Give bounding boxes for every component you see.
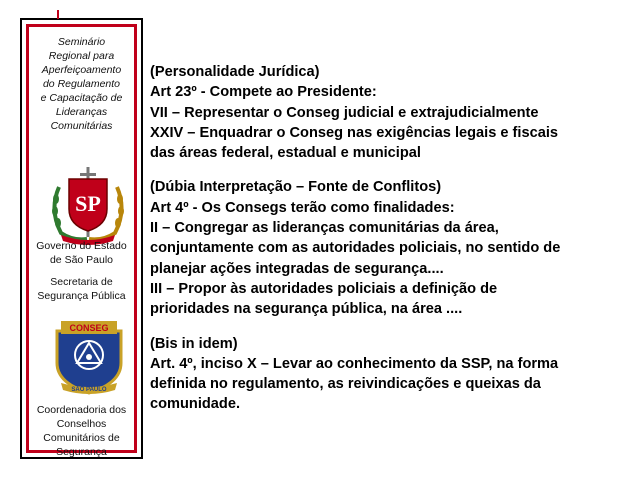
section-bis-in-idem [150, 334, 620, 415]
seminar-title [29, 35, 134, 133]
section-heading: (Personalidade Jurídica) [150, 64, 320, 80]
text-line: Art. 4º, inciso X – Levar ao conhecimento da SSP, na forma [150, 355, 559, 372]
conseg-ribbon-text: SÃO PAULO [71, 387, 107, 393]
text-line: III – Propor às autoridades policiais a definição de [150, 280, 498, 297]
text-line: Art 4º - Os Consegs terão como finalidades: [150, 199, 455, 216]
text-line: das áreas federal, estadual e municipal [150, 145, 421, 162]
secretariat-label [29, 275, 134, 303]
secretariat-line: Segurança Pública [37, 290, 126, 302]
sidebar-banner [20, 18, 143, 459]
government-line: Governo do Estado [36, 240, 127, 252]
government-line: de São Paulo [49, 254, 114, 266]
text-line: comunidade. [150, 396, 241, 413]
seminar-line: Lideranças [55, 106, 108, 118]
conseg-emblem-icon [51, 319, 127, 397]
text-line: II – Congregar as lideranças comunitárias da área, [150, 220, 499, 237]
text-line: prioridades na segurança pública, na área .... [150, 301, 463, 318]
seminar-line: e Capacitação de [40, 92, 123, 104]
banner-pin [57, 10, 59, 19]
sp-coat-of-arms-icon [47, 165, 129, 245]
slide-body [150, 62, 620, 429]
coordination-line: Conselhos [56, 418, 107, 430]
coordination-line: Comunitários de [43, 432, 120, 444]
coordination-line: Segurança [56, 446, 107, 458]
seminar-line: Comunitárias [50, 120, 113, 132]
coordination-line: Coordenadoria dos [36, 404, 127, 416]
text-line: planejar ações integradas de segurança.... [150, 260, 444, 277]
coordination-label [29, 403, 134, 459]
text-line: conjuntamente com as autoridades policiais, no sentido de [150, 240, 561, 257]
sidebar-red-frame [26, 24, 137, 458]
secretariat-line: Secretaria de [50, 276, 113, 288]
government-label [29, 239, 134, 267]
text-line: definida no regulamento, as reivindicações e queixas da [150, 376, 541, 393]
seminar-line: Regional para [48, 50, 115, 62]
seminar-line: do Regulamento [42, 78, 121, 90]
seminar-line: Seminário [57, 36, 106, 48]
section-heading: (Dúbia Interpretação – Fonte de Conflitos) [150, 179, 442, 196]
section-dubious-interpretation [150, 177, 620, 319]
section-legal-personality [150, 62, 620, 163]
text-line: VII – Representar o Conseg judicial e extrajudicialmente [150, 104, 539, 121]
sp-crest-letters: SP [75, 191, 101, 216]
text-line: Art 23º - Compete ao Presidente: [150, 84, 377, 101]
section-heading: (Bis in idem) [150, 335, 238, 352]
conseg-banner-text: CONSEG [69, 323, 109, 333]
text-line: XXIV – Enquadrar o Conseg nas exigências legais e fiscais [150, 124, 558, 141]
seminar-line: Aperfeiçoamento [41, 64, 122, 76]
